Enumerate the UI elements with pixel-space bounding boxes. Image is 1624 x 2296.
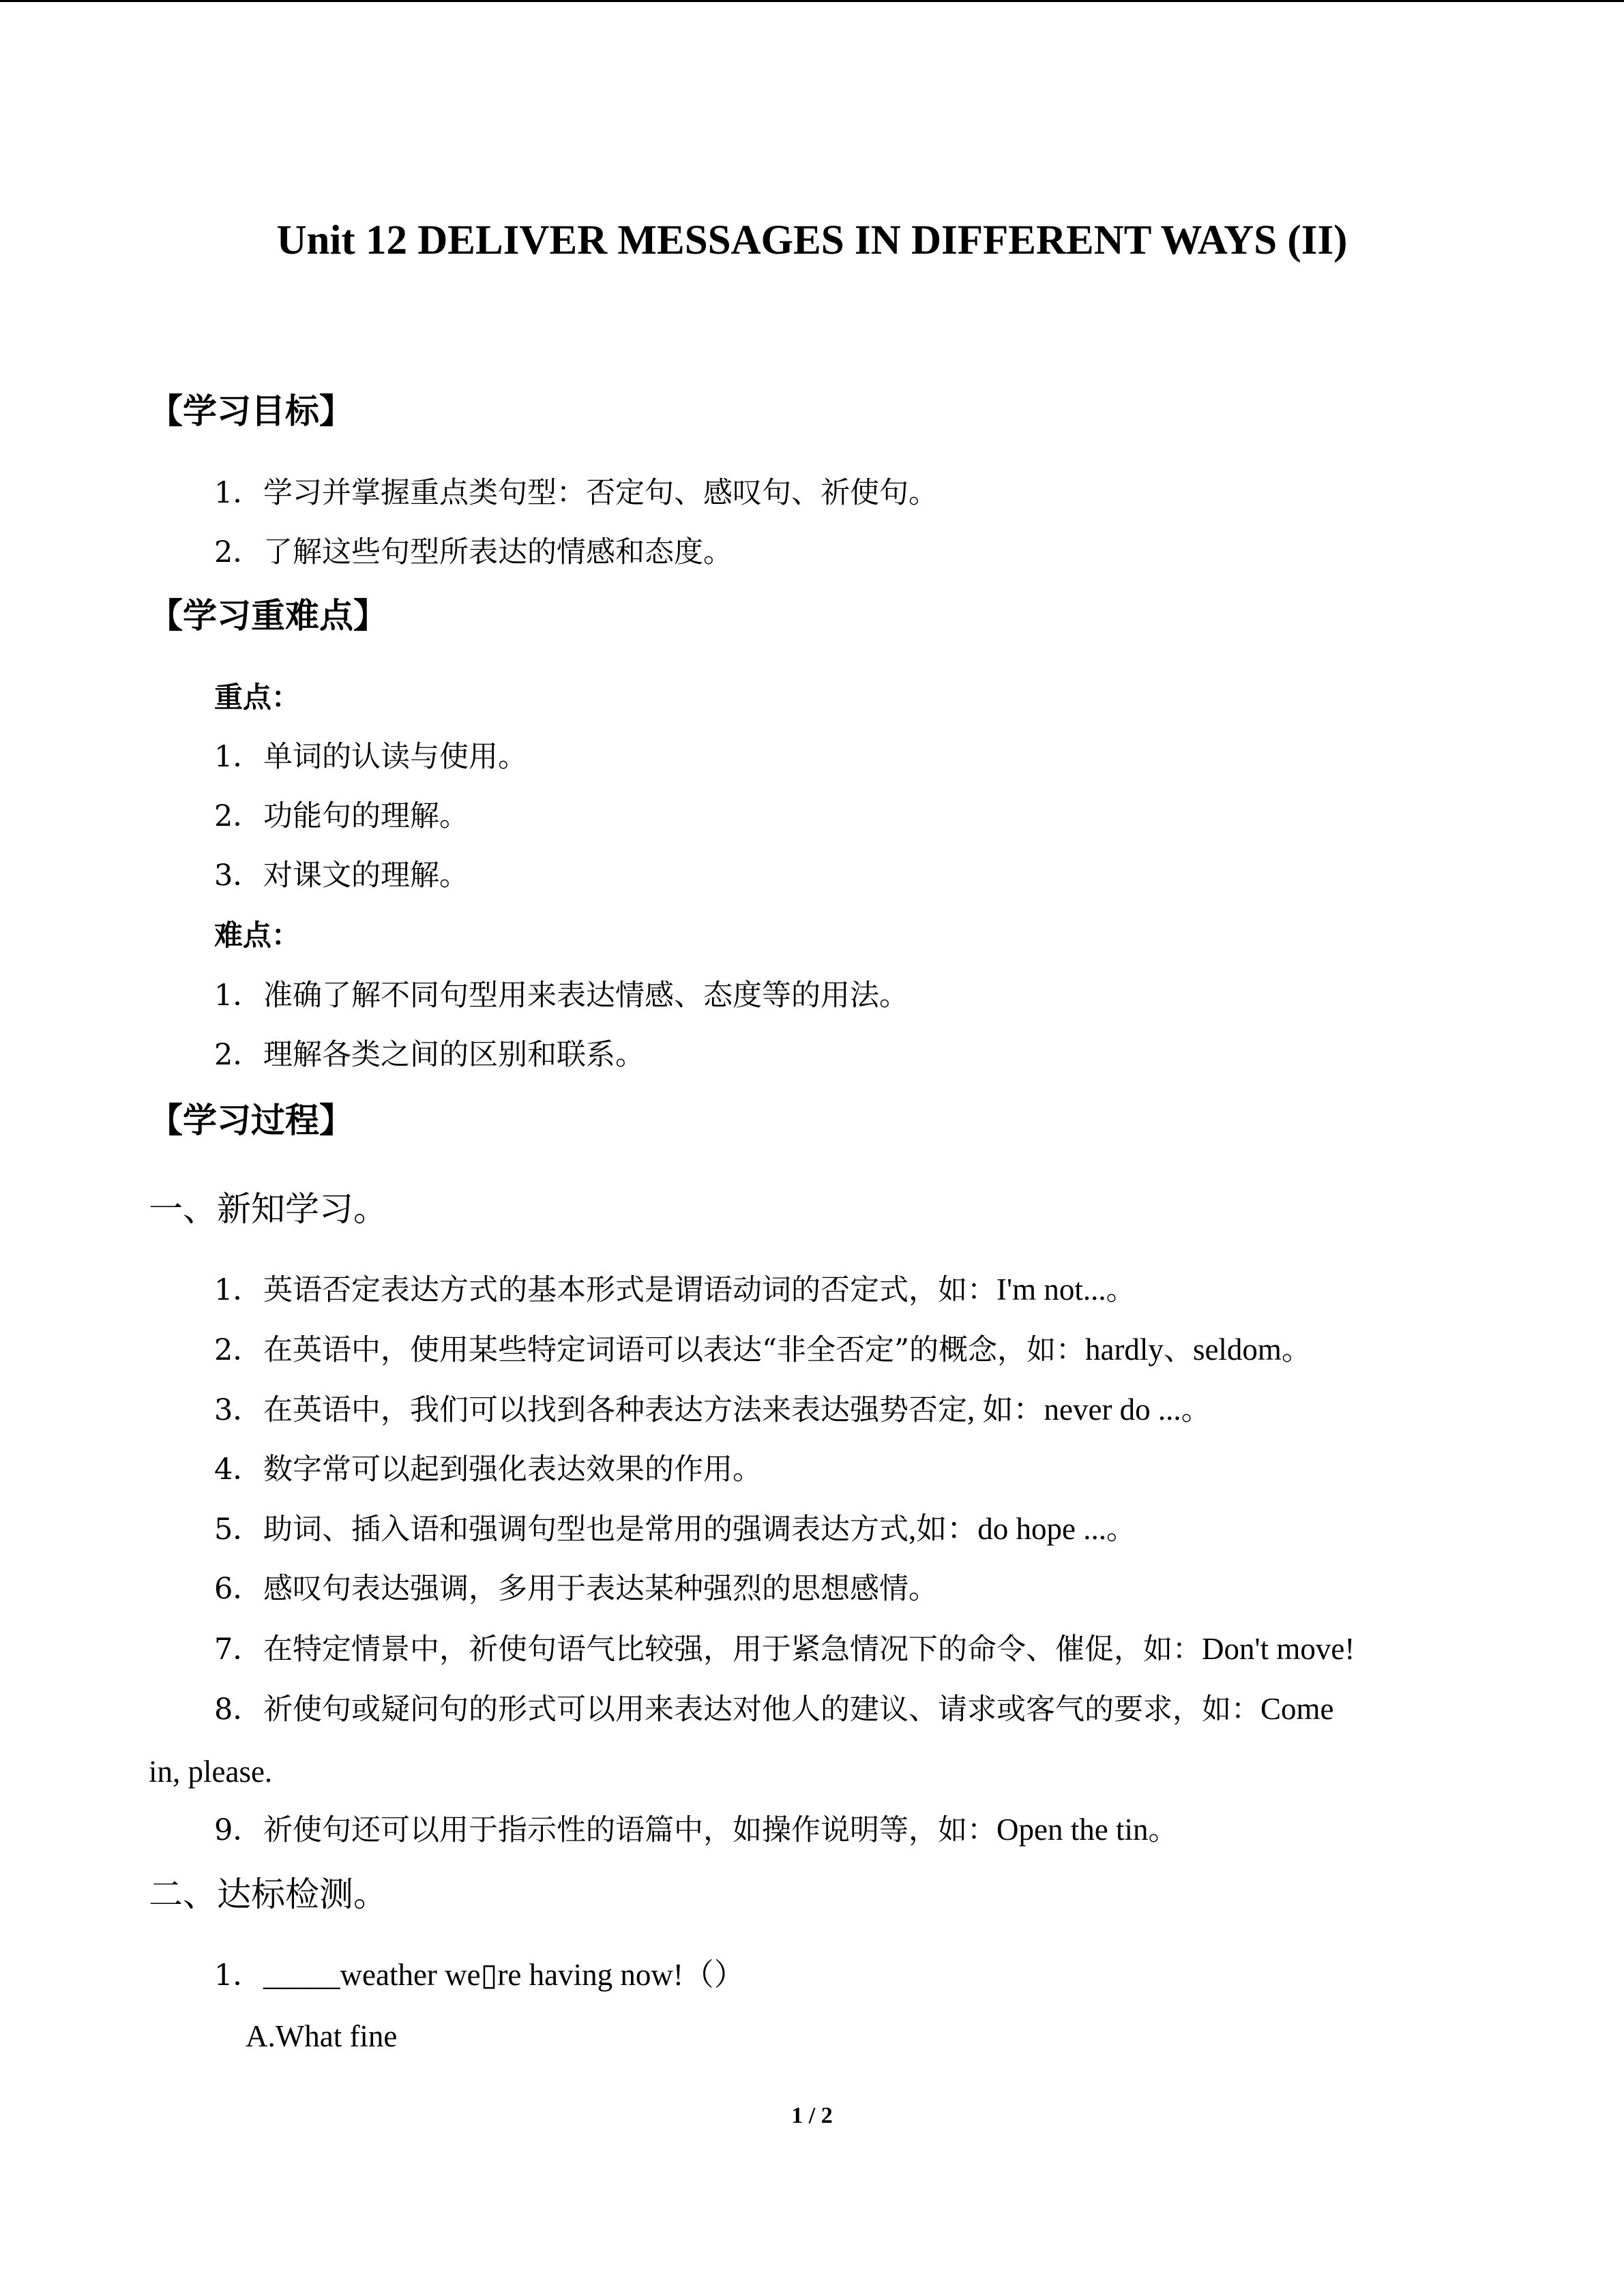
item-number: 1． <box>214 979 263 1013</box>
item-tail: 。 <box>1106 1273 1136 1307</box>
item-text: 准确了解不同句型用来表达情感、态度等的用法。 <box>263 979 909 1013</box>
new-knowledge-item-2 <box>214 1329 1311 1371</box>
focus-label: 重点： <box>214 681 301 714</box>
item-text: 学习并掌握重点类句型：否定句、感叹句、祈使句。 <box>263 476 938 510</box>
new-knowledge-item-3 <box>214 1389 1211 1431</box>
new-knowledge-item-7 <box>214 1628 1355 1670</box>
question-1-option-a: A.What fine <box>246 2019 398 2053</box>
key-points-heading: 【学习重难点】 <box>149 596 387 636</box>
difficulty-label: 难点： <box>214 919 301 952</box>
new-knowledge-item-4 <box>214 1449 762 1490</box>
item-text: 祈使句还可以用于指示性的语篇中，如操作说明等，如： <box>263 1813 996 1847</box>
item-tail: 。 <box>1181 1393 1211 1427</box>
new-knowledge-item-9 <box>214 1809 1177 1851</box>
item-number: 2． <box>214 535 263 569</box>
question-1 <box>214 1954 745 1996</box>
item-text: 在特定情景中，祈使句语气比较强，用于紧急情况下的命令、催促，如： <box>263 1632 1202 1667</box>
item-number: 4． <box>214 1452 263 1487</box>
item-text: 助词、插入语和强调句型也是常用的强调表达方式 <box>263 1512 909 1547</box>
item-text: 在英语中，我们可以找到各种表达方法来表达强势否定 <box>263 1393 967 1427</box>
item-example-2: seldom <box>1192 1332 1282 1367</box>
item-tail: 。 <box>1148 1813 1178 1847</box>
focus-item-1 <box>214 736 527 777</box>
question-text: weather we▯re having now!（） <box>340 1958 745 1992</box>
item-tail: 。 <box>1281 1333 1311 1367</box>
objective-item-2 <box>214 532 733 573</box>
item-example: hardly <box>1084 1332 1164 1367</box>
item-text: 英语否定表达方式的基本形式是谓语动词的否定式，如： <box>263 1273 996 1307</box>
item-text: 对课文的理解。 <box>263 859 469 893</box>
item-number: 8． <box>214 1693 263 1727</box>
item-number: 9． <box>214 1813 263 1847</box>
item-example: I'm not... <box>996 1272 1106 1307</box>
objective-item-1 <box>214 473 938 513</box>
item-text: 在英语中，使用某些特定词语可以表达“非全否定”的概念，如： <box>263 1333 1085 1367</box>
item-text: 祈使句或疑问句的形式可以用来表达对他人的建议、请求或客气的要求，如： <box>263 1693 1260 1727</box>
focus-item-3 <box>214 855 469 896</box>
item-tail: 。 <box>1106 1512 1136 1547</box>
item-number: 1． <box>214 1273 263 1307</box>
new-knowledge-item-6 <box>214 1568 938 1609</box>
question-number: 1． <box>214 1958 263 1993</box>
item-text: 感叹句表达强调，多用于表达某种强烈的思想感情。 <box>263 1572 938 1606</box>
item-number: 2． <box>214 1333 263 1367</box>
item-number: 7． <box>214 1632 263 1667</box>
item-example: ,如：do hope ... <box>909 1512 1106 1546</box>
difficulty-item-2 <box>214 1034 645 1075</box>
part2-heading: 二、达标检测。 <box>149 1875 387 1914</box>
item-text: 单词的认读与使用。 <box>263 740 527 774</box>
item-example: Come <box>1260 1692 1334 1726</box>
item-number: 1． <box>214 740 263 774</box>
new-knowledge-item-8-continuation: in, please. <box>149 1755 273 1789</box>
page-number: 1 / 2 <box>791 2103 833 2128</box>
focus-item-2 <box>214 796 469 837</box>
process-heading: 【学习过程】 <box>149 1101 353 1140</box>
item-number: 2． <box>214 1038 263 1072</box>
item-text: 数字常可以起到强化表达效果的作用。 <box>263 1452 762 1487</box>
item-number: 1． <box>214 476 263 510</box>
item-separator: 、 <box>1163 1333 1193 1367</box>
item-number: 2． <box>214 799 263 833</box>
answer-blank: _____ <box>263 1958 340 1992</box>
item-text: 了解这些句型所表达的情感和态度。 <box>263 535 733 569</box>
item-text: 理解各类之间的区别和联系。 <box>263 1038 645 1072</box>
item-number: 6． <box>214 1572 263 1606</box>
item-number: 3． <box>214 859 263 893</box>
new-knowledge-item-8 <box>214 1688 1334 1730</box>
item-example: Don't move! <box>1202 1632 1355 1666</box>
difficulty-item-1 <box>214 975 909 1016</box>
item-number: 3． <box>214 1393 263 1427</box>
item-number: 5． <box>214 1512 263 1547</box>
new-knowledge-item-5 <box>214 1508 1136 1550</box>
item-example: , 如：never do ... <box>967 1392 1181 1427</box>
item-example: Open the tin <box>996 1813 1149 1847</box>
document-title: Unit 12 DELIVER MESSAGES IN DIFFERENT WAYS (II) <box>276 218 1348 263</box>
new-knowledge-item-1 <box>214 1269 1136 1311</box>
objectives-heading: 【学习目标】 <box>149 391 353 431</box>
item-text: 功能句的理解。 <box>263 799 469 833</box>
part1-heading: 一、新知学习。 <box>149 1189 387 1229</box>
